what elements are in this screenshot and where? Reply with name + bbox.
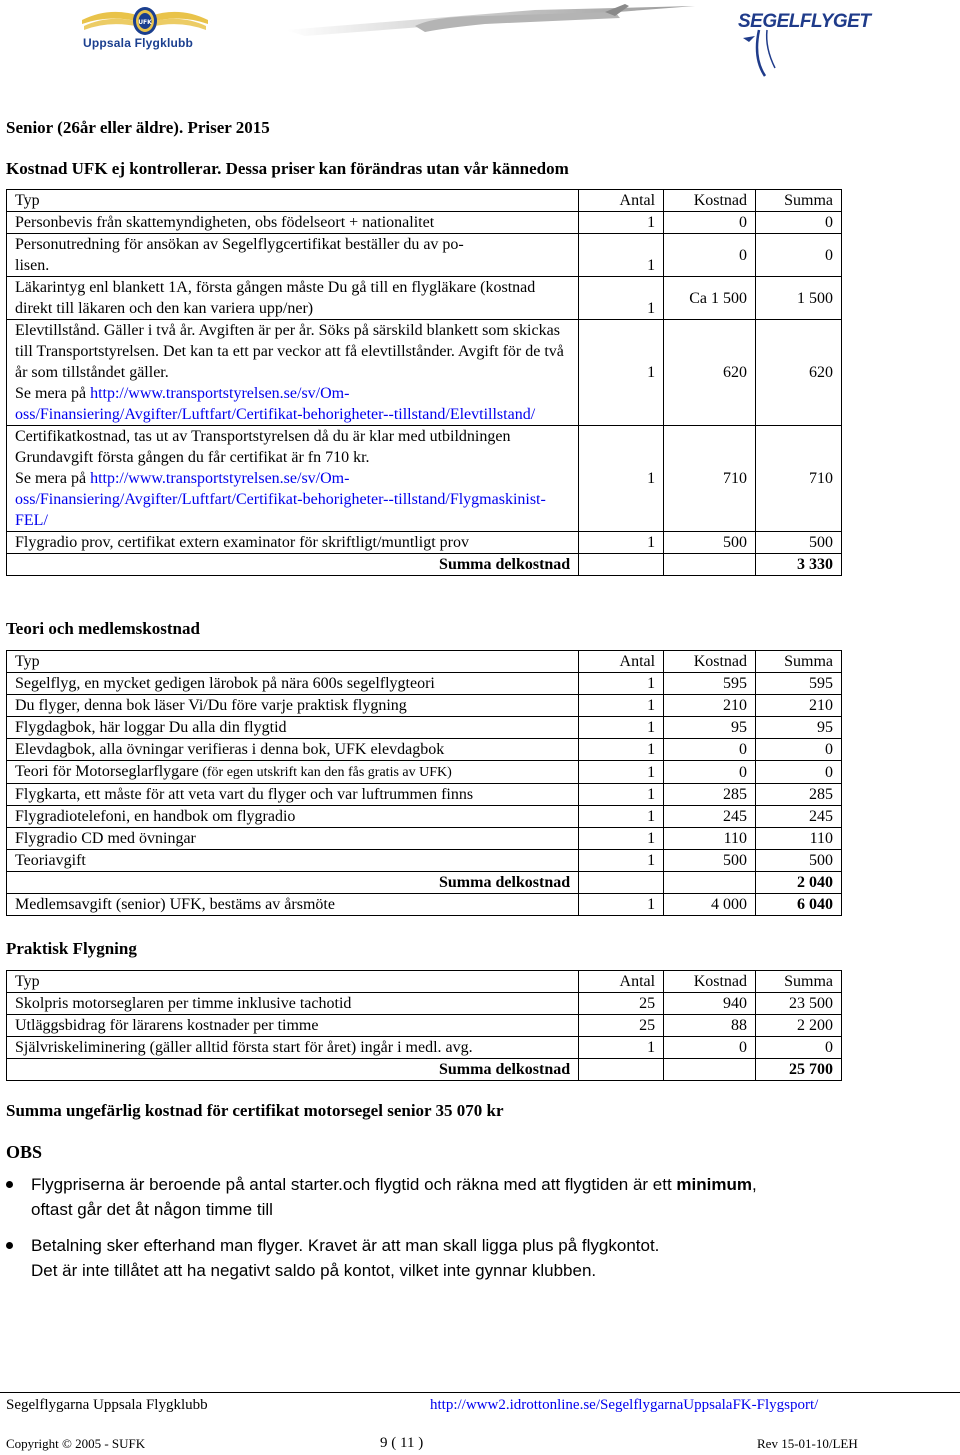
cell-typ: Självriskeliminering (gäller alltid första start för året) ingår i medl. avg. xyxy=(7,1037,579,1059)
table-row xyxy=(7,850,842,872)
cell-summa: 620 xyxy=(756,320,842,426)
cell-kostnad: 0 xyxy=(664,1037,756,1059)
table-row xyxy=(7,806,842,828)
table-row xyxy=(7,828,842,850)
cell-typ: Skolpris motorseglaren per timme inklusive tachotid xyxy=(7,993,579,1015)
cell-kostnad: Ca 1 500 xyxy=(664,277,756,320)
cell-summa: 0 xyxy=(756,1037,842,1059)
cell-typ: Elevdagbok, alla övningar verifieras i denna bok, UFK elevdagbok xyxy=(7,739,579,761)
page-title: Senior (26år eller äldre). Priser 2015 xyxy=(6,118,270,137)
col-header-summa: Summa xyxy=(756,651,842,673)
obs-emphasis: minimum xyxy=(676,1175,752,1194)
segelflyget-text: SEGELFLYGET xyxy=(738,11,871,32)
table-row xyxy=(7,234,842,277)
see-more-label: Se mera på xyxy=(15,385,91,402)
cell-typ: Personbevis från skattemyndigheten, obs födelseort + nationalitet xyxy=(7,212,579,234)
cell-typ-text: Certifikatkostnad, tas ut av Transportstyrelsen då du är klar med utbildningen Grundavgift första gången du får certifikat är fn 710 kr. xyxy=(15,428,511,466)
obs-text: Flygpriserna är beroende på antal starter.och flygtid och räkna med att flygtiden är ett xyxy=(31,1175,677,1194)
cell-typ-text: Elevtillstånd. Gäller i två år. Avgiften är per år. Söks på särskild blankett som skickas till Transportstyrelsen. Det kan ta ett par veckor att få elevtillstånder. Avgift för de två år som tillståndet gäller. xyxy=(15,322,564,381)
cell-kostnad: 500 xyxy=(664,532,756,554)
cell-summa: 1 500 xyxy=(756,277,842,320)
table-row xyxy=(7,1037,842,1059)
cell-typ: Segelflyg, en mycket gedigen lärobok på nära 600s segelflygteori xyxy=(7,673,579,695)
cell-antal: 25 xyxy=(579,993,664,1015)
cell-summa: 210 xyxy=(756,695,842,717)
cell-antal: 1 xyxy=(579,806,664,828)
cell-kostnad: 0 xyxy=(664,739,756,761)
footer-revision: Rev 15-01-10/LEH xyxy=(757,1436,858,1451)
cell-typ xyxy=(7,234,579,277)
cell-summa: 23 500 xyxy=(756,993,842,1015)
cell-typ: Teoriavgift xyxy=(7,850,579,872)
obs-text: , xyxy=(751,1175,757,1194)
cell-summa: 0 xyxy=(756,761,842,784)
member-fee-row xyxy=(7,894,842,916)
cell-summa: 500 xyxy=(756,850,842,872)
obs-text: Det är inte tillåtet att ha negativt saldo på kontot, vilket inte gynnar klubben. xyxy=(31,1261,597,1280)
cell-typ: Flygdagbok, här loggar Du alla din flygtid xyxy=(7,717,579,739)
cell-summa: 285 xyxy=(756,784,842,806)
see-more-label: Se mera på xyxy=(15,470,91,487)
cell-summa: 0 xyxy=(756,212,842,234)
col-header-antal: Antal xyxy=(579,651,664,673)
col-header-typ: Typ xyxy=(7,971,579,993)
col-header-antal: Antal xyxy=(579,190,664,212)
cell-antal: 1 xyxy=(579,828,664,850)
table-row xyxy=(7,1015,842,1037)
footer-divider xyxy=(0,1392,960,1393)
cell-summa: 710 xyxy=(756,426,842,532)
cell-typ: Flygradiotelefoni, en handbok om flygradio xyxy=(7,806,579,828)
footer-page-number: 9 ( 11 ) xyxy=(380,1435,424,1451)
table-row xyxy=(7,426,842,532)
cell-typ: Medlemsavgift (senior) UFK, bestäms av årsmöte xyxy=(7,894,579,916)
table-theory-costs xyxy=(6,650,842,916)
cell-antal: 1 xyxy=(579,894,664,916)
obs-list xyxy=(0,1172,940,1294)
cell-typ-line2: lisen. xyxy=(15,257,50,274)
cell-summa: 245 xyxy=(756,806,842,828)
cell-kostnad: 210 xyxy=(664,695,756,717)
cell-antal: 1 xyxy=(579,717,664,739)
page-header xyxy=(0,0,960,80)
subtotal-row xyxy=(7,554,842,576)
subtotal-value: 3 330 xyxy=(756,554,842,576)
cell-typ xyxy=(7,426,579,532)
bullet-icon xyxy=(6,1242,13,1249)
cell-antal: 1 xyxy=(579,532,664,554)
price-note: Kostnad UFK ej kontrollerar. Dessa priser kan förändras utan vår kännedom xyxy=(6,159,569,178)
cell-kostnad: 500 xyxy=(664,850,756,872)
table-practical-flying xyxy=(6,970,842,1081)
obs-text: Betalning sker efterhand man flyger. Kravet är att man skall ligga plus på flygkontot. xyxy=(31,1236,660,1255)
cell-kostnad: 4 000 xyxy=(664,894,756,916)
bullet-icon xyxy=(6,1181,13,1188)
table-row xyxy=(7,320,842,426)
subtotal-value: 2 040 xyxy=(756,872,842,894)
cell-kostnad: 285 xyxy=(664,784,756,806)
cell-summa: 2 200 xyxy=(756,1015,842,1037)
cell-kostnad: 0 xyxy=(664,234,756,277)
cell-typ-note: (för egen utskrift kan den fås gratis av UFK) xyxy=(198,765,452,780)
col-header-antal: Antal xyxy=(579,971,664,993)
col-header-typ: Typ xyxy=(7,190,579,212)
table-row xyxy=(7,784,842,806)
cell-typ: Utläggsbidrag för lärarens kostnader per timme xyxy=(7,1015,579,1037)
cell-antal: 1 xyxy=(579,784,664,806)
cell-kostnad: 710 xyxy=(664,426,756,532)
cell-antal: 25 xyxy=(579,1015,664,1037)
cell-kostnad: 245 xyxy=(664,806,756,828)
table-row xyxy=(7,761,842,784)
table-row xyxy=(7,739,842,761)
cell-antal: 1 xyxy=(579,320,664,426)
cell-kostnad: 0 xyxy=(664,212,756,234)
cell-kostnad: 940 xyxy=(664,993,756,1015)
cell-antal: 1 xyxy=(579,277,664,320)
cell-summa: 595 xyxy=(756,673,842,695)
footer-copyright: Copyright © 2005 - SUFK xyxy=(6,1436,146,1451)
cell-antal: 1 xyxy=(579,761,664,784)
table-row xyxy=(7,695,842,717)
cell-antal: 1 xyxy=(579,234,664,277)
cell-antal: 1 xyxy=(579,212,664,234)
cell-summa: 500 xyxy=(756,532,842,554)
table-row xyxy=(7,212,842,234)
section-title-praktisk: Praktisk Flygning xyxy=(6,939,137,958)
uppsala-flygklubb-text: Uppsala Flygklubb xyxy=(83,36,194,50)
cell-kostnad: 620 xyxy=(664,320,756,426)
cell-typ: Flygradio CD med övningar xyxy=(7,828,579,850)
glider-graphic xyxy=(285,4,705,44)
elevtillstand-link[interactable]: http://www.transportstyrelsen.se/sv/Om-oss/Finansiering/Avgifter/Luftfart/Certifikat-behorigheter--tillstand/Elevtillstand/ xyxy=(15,385,536,423)
cell-kostnad: 110 xyxy=(664,828,756,850)
cell-kostnad: 95 xyxy=(664,717,756,739)
cell-typ-line1: Personutredning för ansökan av Segelflygcertifikat beställer du av po- xyxy=(15,236,464,253)
table-certificate-costs xyxy=(6,189,842,576)
list-item xyxy=(0,1233,940,1283)
certifikat-link[interactable]: http://www.transportstyrelsen.se/sv/Om-oss/Finansiering/Avgifter/Luftfart/Certifikat-behorigheter--tillstand/Flygmaskinist-FEL/ xyxy=(15,470,546,529)
ufk-badge-text: UFK xyxy=(138,19,152,26)
cell-typ xyxy=(7,761,579,784)
cell-antal: 1 xyxy=(579,1037,664,1059)
table-row xyxy=(7,532,842,554)
cell-antal: 1 xyxy=(579,739,664,761)
cell-typ: Flygradio prov, certifikat extern examinator för skriftligt/muntligt prov xyxy=(7,532,579,554)
cell-typ-text: Teori för Motorseglarflygare xyxy=(15,763,199,780)
col-header-kostnad: Kostnad xyxy=(664,651,756,673)
col-header-typ: Typ xyxy=(7,651,579,673)
col-header-summa: Summa xyxy=(756,971,842,993)
table-row xyxy=(7,717,842,739)
col-header-summa: Summa xyxy=(756,190,842,212)
cell-antal: 1 xyxy=(579,673,664,695)
subtotal-row xyxy=(7,872,842,894)
table-header-row xyxy=(7,651,842,673)
section-title-teori: Teori och medlemskostnad xyxy=(6,619,200,638)
cell-typ: Flygkarta, ett måste för att veta vart du flyger och var luftrummen finns xyxy=(7,784,579,806)
cell-antal: 1 xyxy=(579,695,664,717)
cell-summa: 95 xyxy=(756,717,842,739)
cell-kostnad: 88 xyxy=(664,1015,756,1037)
subtotal-label: Summa delkostnad xyxy=(7,872,579,894)
table-row xyxy=(7,673,842,695)
subtotal-value: 25 700 xyxy=(756,1059,842,1081)
footer-url[interactable]: http://www2.idrottonline.se/SegelflygarnaUppsalaFK-Flygsport/ xyxy=(430,1397,819,1413)
table-header-row xyxy=(7,190,842,212)
subtotal-label: Summa delkostnad xyxy=(7,554,579,576)
footer-org: Segelflygarna Uppsala Flygklubb xyxy=(6,1397,208,1413)
total-summary: Summa ungefärlig kostnad för certifikat motorsegel senior 35 070 kr xyxy=(6,1101,504,1120)
cell-antal: 1 xyxy=(579,850,664,872)
col-header-kostnad: Kostnad xyxy=(664,190,756,212)
cell-kostnad: 595 xyxy=(664,673,756,695)
list-item xyxy=(0,1172,940,1222)
cell-summa: 6 040 xyxy=(756,894,842,916)
cell-typ xyxy=(7,320,579,426)
cell-typ: Läkarintyg enl blankett 1A, första gången måste Du gå till en flygläkare (kostnad direkt till läkaren och den kan variera upp/ner) xyxy=(7,277,579,320)
subtotal-label: Summa delkostnad xyxy=(7,1059,579,1081)
table-row xyxy=(7,277,842,320)
cell-typ: Du flyger, denna bok läser Vi/Du före varje praktisk flygning xyxy=(7,695,579,717)
obs-title: OBS xyxy=(6,1142,43,1162)
cell-summa: 110 xyxy=(756,828,842,850)
cell-summa: 0 xyxy=(756,234,842,277)
cell-summa: 0 xyxy=(756,739,842,761)
obs-text: oftast går det åt någon timme till xyxy=(31,1200,273,1219)
cell-kostnad: 0 xyxy=(664,761,756,784)
subtotal-row xyxy=(7,1059,842,1081)
table-header-row xyxy=(7,971,842,993)
table-row xyxy=(7,993,842,1015)
cell-antal: 1 xyxy=(579,426,664,532)
col-header-kostnad: Kostnad xyxy=(664,971,756,993)
